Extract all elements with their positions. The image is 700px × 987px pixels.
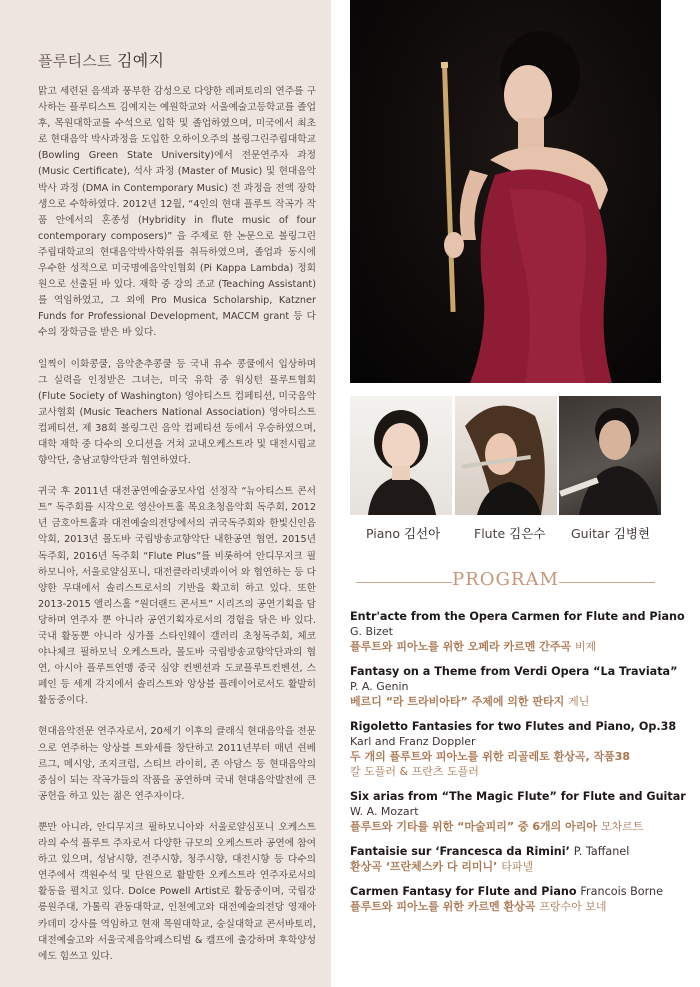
performer-name: 김은수: [509, 526, 546, 541]
program-item-composer: W. A. Mozart: [350, 805, 419, 818]
program-item-korean: [350, 859, 670, 874]
program-item-title: Fantasy on a Theme from Verdi Opera “La Traviata”: [350, 665, 678, 678]
bio-paragraph: 현대음악전문 연주자로서, 20세기 이후의 클래식 현대음악을 전문으로 연주하는 앙상블 트와세를 창단하고 2011년부터 매년 쉰베르그, 메시앙, 조지크럼, 스티브 라이히, 존 아담스 등 현대음악의 중심이 되는 작곡가들의 작품을 공연하며 국내 현대음악발전에 큰 공헌을 하고 있는 젊은 연주자이다.: [38, 726, 316, 802]
program-item-title: Six arias from “The Magic Flute” for Flute and Guitar: [350, 790, 686, 803]
program-item-korean: [350, 819, 670, 834]
program-item-korean-title: 베르디 “라 트라비아타” 주제에 의한 판타지: [350, 695, 565, 708]
pianist-photo: [350, 396, 452, 515]
performer-piano: [366, 524, 440, 542]
guitarist-photo: [559, 396, 661, 515]
program-item-korean-title: 플루트와 피아노를 위한 카르멘 환상곡: [350, 900, 536, 913]
program-item: [350, 719, 677, 779]
program-item-korean-composer: 칼 도플러 & 프란츠 도플러: [350, 765, 479, 778]
flutist-portrait-photo: [350, 0, 661, 383]
performer-role: Guitar: [571, 526, 610, 541]
performer-role: Piano: [366, 526, 400, 541]
bio-paragraph: 뿐만 아니라, 안디무지크 필하모니아와 서울로얄심포니 오케스트라의 수석 플루트 주자로서 다양한 규모의 오케스트라 공연에 참여하고 있으며, 성남시향, 전주시향, 청주시향, 대전시향 등 다수의 연주에서 객원수석 및 단원으로 활발한 오케스트라 연주자로서의 활동을 펼치고 있다. Dolce Powell Artist로 활동중이며, 국립강릉원주대, 가톨릭 관동대학교, 인천예고와 대전예술의전당 영재아카데미 강사를 역임하고 현재 목원대학교, 숭실대학교 콘서바토리, 대전예술고와 서울국제음악페스티벌 & 캠프에 출강하며 후학양성에도 힘쓰고 있다.: [38, 821, 316, 962]
bio-paragraph: 맑고 세련된 음색과 풍부한 감성으로 다양한 레퍼토리의 연주를 구사하는 플루티스트 김예지는 예원학교와 서울예술고등학교를 졸업 후, 목원대학교를 수석으로 입학 및 졸업하였으며, 미국에서 최초로 현대음악 박사과정을 도입한 오하이오주의 볼링그린주립대학교(Bowling Green State University)에서 전문연주자 과정 (Music Certificate), 석사 과정 (Master of Music) 및 현대음악 박사 과정 (DMA in Contemporary Music) 전 과정을 전액 장학생으로 수학하였다. 2012년 12월, “4인의 현대 플루트 작곡가 작품 안에서의 혼종성 (Hybridity in flute music of four contemporary composers)” 을 주제로 한 논문으로 볼링그린 주립대학교의 현대음악박사학위를 취득하였으며, 졸업과 동시에 우수한 성적으로 미국명예음악인협회 (Pi Kappa Lambda) 정회원으로 선출된 바 있다. 재학 중 강의 조교 (Teaching Assistant)를 역임하였고, 그 외에 Pro Musica Scholarship, Katzner Funds for Professional Development, MACCM grant 등 다수의 장학금을 받은 바 있다.: [38, 86, 316, 339]
program-item-title-line: [350, 844, 670, 859]
guitarist-illustration: [559, 396, 661, 515]
bio-title-prefix: 플루티스트: [38, 52, 112, 70]
program-item-korean-composer: 게닌: [568, 695, 590, 708]
program-heading: [350, 567, 661, 597]
program-item-composer: P. Taffanel: [573, 845, 630, 858]
program-item-korean-composer: 모차르트: [600, 820, 644, 833]
program-item-korean: [350, 899, 670, 914]
program-item-korean-title: 플루트와 기타를 위한 “마술피리” 중 6개의 아리아: [350, 820, 597, 833]
performer-name: 김병현: [613, 526, 651, 541]
bio-text: [38, 84, 316, 980]
pianist-illustration: [350, 396, 452, 515]
flutist-small-photo: [455, 396, 557, 515]
program-item-composer: G. Bizet: [350, 625, 393, 638]
program-item-korean-composer: 비제: [574, 640, 597, 653]
bio-paragraph: 일찍이 이화콩쿨, 음악춘추콩쿨 등 국내 유수 콩쿨에서 입상하며 그 실력을 인정받은 그녀는, 미국 유학 중 워싱턴 플루트협회 (Flute Society of Washington) 영아티스트 컴페티션, 미국음악교사협회 (Music Teachers National Association) 영아티스트 컴페티션, 제 38회 볼링그린 음악 컴페티션 등에서 우승하였으며, 대학 재학 중 다수의 오디션을 거쳐 교내오케스트라 및 대전시립교향악단, 충남교향악단과 협연하였다.: [38, 358, 316, 467]
performer-guitar: [571, 524, 650, 542]
bio-title-name: 김예지: [117, 51, 165, 70]
bio-title: [38, 48, 164, 71]
program-item: [350, 609, 685, 654]
performer-name: 김선아: [403, 526, 441, 541]
program-item: [350, 664, 678, 709]
bio-paragraph: 귀국 후 2011년 대전공연예술공모사업 선정작 “뉴아티스트 콘서트” 독주회를 시작으로 영산아트홀 목요초청음악회 독주회, 2012년 금호아트홀과 대전예술의전당에서의 귀국독주회와 한빛신인음악회, 2013년 몰도바 국립방송교향악단 내한공연 협연, 2015년 독주회, 2016년 독주회 “Flute Plus”를 비롯하여 안디무지크 필하모니아, 서울로얄심포니, 대전클라리넷콰이어 와 협연하는 등 다양한 무대에서 솔리스트로서의 기반을 확고히 하고 있다. 또한 2013-2015 앨리스홀 “원더랜드 콘서트” 시리즈의 공연기획을 담당하며 연주자 뿐 아니라 공연기획자로서의 경험을 닦은 바 있다. 국내 활동뿐 아니라 싱가폴 스타인웨이 갤러리 초청독주회, 체코 야나체크 필하모닉 오케스트라, 몰도바 국립방송교향악단과의 협연, 아시아 플루트연맹 중국 심양 컨벤션과 도쿄플루트컨벤션, 스페인 등 세계 각지에서 솔리스트와 앙상블 플레이어로서도 활발히 활동중이다.: [38, 486, 316, 707]
program-item-title: Fantaisie sur ‘Francesca da Rimini’: [350, 845, 570, 858]
heading-rule-right: [559, 582, 655, 583]
program-item-title: Entr'acte from the Opera Carmen for Flute and Piano: [350, 610, 685, 623]
bio-panel: [0, 0, 331, 987]
flutist-small-illustration: [455, 396, 557, 515]
program-item: [350, 789, 686, 834]
program-item-korean: [350, 639, 670, 654]
program-item-korean: 두 개의 플루트와 피아노를 위한 리골레토 환상곡, 작품38: [350, 750, 631, 763]
program-item-title: Carmen Fantasy for Flute and Piano: [350, 885, 577, 898]
flutist-portrait-illustration: [350, 0, 661, 383]
program-list: [350, 609, 686, 924]
program-item-title: Rigoletto Fantasies for two Flutes and Piano, Op.38: [350, 720, 677, 733]
program-item-composer: Karl and Franz Doppler: [350, 735, 476, 748]
program-item-korean-composer: 프랑수아 보네: [539, 900, 607, 913]
program-item-title-line: [350, 884, 670, 899]
performer-role: Flute: [474, 526, 506, 541]
program-item-korean-title: 플루트와 피아노를 위한 오페라 카르멘 간주곡: [350, 640, 572, 653]
program-heading-text: PROGRAM: [452, 569, 559, 590]
program-item: [350, 884, 670, 914]
performer-flute: [474, 524, 545, 542]
program-item: [350, 844, 670, 874]
program-item-korean-title: 환상곡 ‘프란체스카 다 리미니’: [350, 860, 498, 873]
program-item-composer: P. A. Genin: [350, 680, 409, 693]
program-item-composer: Francois Borne: [580, 885, 663, 898]
program-item-korean: [350, 694, 670, 709]
program-item-korean-composer: 타파넬: [501, 860, 534, 873]
